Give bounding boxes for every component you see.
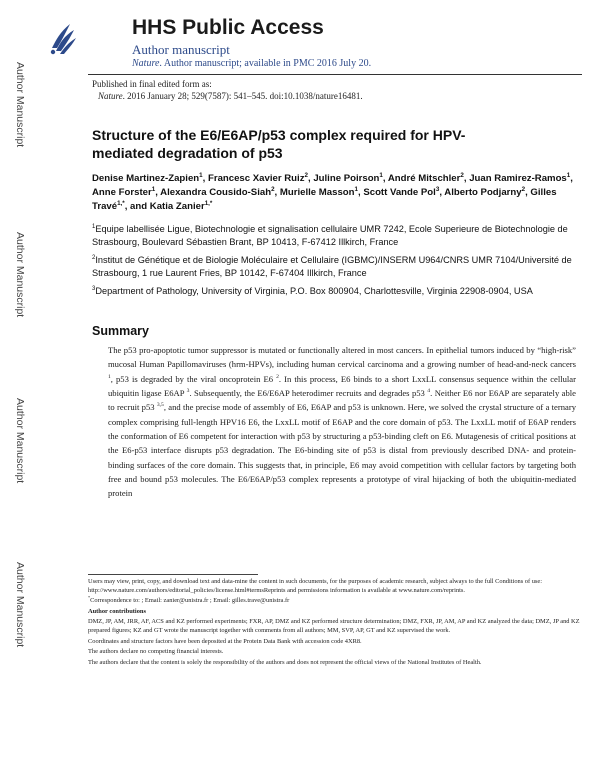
sidebar-label: Author Manuscript	[14, 398, 26, 484]
affiliations	[92, 223, 580, 304]
affiliation: $^3$Department of Pathology, University of Virginia, P.O. Box 800904, Charlottesville, Virginia 22908-0904, USA	[92, 285, 533, 296]
sidebar-label: Author Manuscript	[14, 232, 26, 318]
author: Francesc Xavier Ruiz$^2$	[207, 171, 308, 184]
manuscript-label: Author manuscript	[132, 42, 230, 57]
reference[interactable]: 1	[108, 373, 111, 380]
author: Denise Martinez-Zapien$^1$	[92, 171, 203, 184]
affiliation: $^2$Institut de Génétique et de Biologie Moléculaire et Cellulaire (IGBMC)/INSERM U964/CNRS UMR 7104/Université de Strasbourg, 1 rue Laurent Fries, BP 10142, F-67404 Illkirch, France	[92, 254, 572, 278]
footnotes	[88, 578, 580, 669]
author: Murielle Masson$^1$	[279, 185, 358, 198]
citation-text: . 2016 January 28; 529(7587): 541–545. doi:10.1038/nature16481.	[122, 91, 363, 101]
manuscript-sidebar	[0, 0, 34, 776]
author: Anne Forster$^1$	[92, 185, 156, 198]
author: Alexandra Cousido-Siah$^2$	[160, 185, 275, 198]
sidebar-label: Author Manuscript	[14, 562, 26, 648]
article-title: Structure of the E6/E6AP/p53 complex required for HPV-mediated degradation of p53	[92, 127, 466, 161]
author-list: Denise Martinez-Zapien$^1$, Francesc Xavier Ruiz$^2$, Juline Poirson$^1$, André Mitschler$^2$, Juan Ramirez-Ramos$^1$, Anne Forster$^1$, Alexandra Cousido-Siah$^2$, Murielle Masson$^1$, Scott Vande Pol$^3$, Alberto Podjarny$^2$, Gilles Travé$^{1,*}$, and Katia Zanier$^{1,*}$	[92, 171, 573, 212]
license-note: Users may view, print, copy, and download text and data-mine the content in such documents, for the purposes of academic research, subject always to the full Conditions of use: http://www.nature.com/authors/editorial_policies/license.html#termsReprints and permissions information is available at www.nature.com/reprints.	[88, 578, 543, 594]
contributions-heading: Author contributions	[88, 607, 146, 615]
footnote-divider	[88, 574, 258, 575]
published-label: Published in final edited form as:	[92, 79, 212, 89]
competing-note: The authors declare no competing financial interests.	[88, 648, 224, 656]
hhs-title: HHS Public Access	[132, 16, 324, 39]
reference[interactable]: 3	[186, 388, 190, 395]
journal-name: Nature	[132, 58, 160, 69]
summary-heading: Summary	[92, 324, 149, 338]
author: André Mitschler$^2$	[387, 171, 464, 184]
pdb-note: Coordinates and structure factors have been deposited at the Protein Data Bank with accession code 4XR8.	[88, 637, 362, 645]
citation-journal: Nature	[98, 91, 123, 101]
reference[interactable]: 2	[276, 373, 279, 380]
summary-text: The p53 pro-apoptotic tumor suppressor is mutated or functionally altered in most cancers. In epithelial tumors induced by “high-risk” mucosal Human Papillomaviruses (hrm-HPVs), including human cervical carcinoma and a growing number of head-and-neck cancers $^1$, p53 is degraded by the viral oncoprotein E6 $^2$. In this process, E6 binds to a short LxxLL consensus sequence within the cellular ubiquitin ligase E6AP $^3$. Subsequently, the E6/E6AP heterodimer recruits and degrades p53 $^4$. Neither E6 nor E6AP are separately able to recruit p53 $^{3,5}$, and the precise mode of assembly of E6, E6AP and p53 is unknown. Here, we solved the crystal structure of a ternary complex comprising full-length HPV16 E6, the LxxLL motif of E6AP and the core domain of p53. The LxxLL motif of E6AP renders the conformation of E6 competent for interaction with p53 by structuring a p53-binding cleft on E6. Mutagenesis of critical positions at the E6-p53 interface disrupts p53 degradation. The E6-binding site of p53 is distal from previously described DNA- and protein-binding surfaces of the core domain. This suggests that, in principle, E6 may avoid competition with cellular factors by targeting both free and bound p53 molecules. The E6/E6AP/p53 complex represents a prototype of viral hijacking of both the ubiquitin-mediated protein	[108, 345, 577, 499]
reference[interactable]: 3,5	[156, 402, 164, 409]
citation-line	[92, 90, 363, 102]
disclaimer-note: The authors declare that the content is solely the responsibility of the authors and does not represent the official views of the National Institutes of Health.	[88, 658, 482, 666]
author: Katia Zanier$^{1,*}$	[149, 199, 213, 212]
author: Juline Poirson$^1$	[313, 171, 383, 184]
author: Juan Ramirez-Ramos$^1$	[469, 171, 571, 184]
author: Scott Vande Pol$^3$	[363, 185, 440, 198]
author: Alberto Podjarny$^2$	[444, 185, 526, 198]
availability-text: . Author manuscript; available in PMC 2016 July 20.	[159, 58, 372, 69]
hhs-eagle-logo-icon	[48, 18, 78, 58]
header-divider	[88, 74, 582, 75]
contributions-note: DMZ, JP, AM, JRR, AF, ACS and KZ performed experiments; FXR, AP, DMZ and KZ performed structure determination; DMZ, FXR, JP, AM, AP and KZ analyzed the data; DMZ, JP and KZ prepared figures; KZ and GT wrote the manuscript together with comments from all authors; MM, SVP, AP, GT and KZ supervised the work.	[88, 618, 580, 634]
author: Gilles Travé$^{1,*}$	[92, 187, 557, 212]
publication-info	[92, 78, 363, 102]
correspondence-note: *Correspondence to: ; Email: zanier@unistra.fr ; Email: gilles.trave@unistra.fr	[88, 595, 290, 605]
reference[interactable]: 4	[427, 388, 431, 395]
affiliation: $^1$Equipe labellisée Ligue, Biotechnologie et signalisation cellulaire UMR 7242, Ecole Superieure de Biotechnologie de Strasbourg, Boulevard Sébastien Brant, BP 10413, F-67412 Illkirch, France	[92, 223, 568, 247]
sidebar-label: Author Manuscript	[14, 62, 26, 148]
availability-line	[132, 58, 371, 69]
